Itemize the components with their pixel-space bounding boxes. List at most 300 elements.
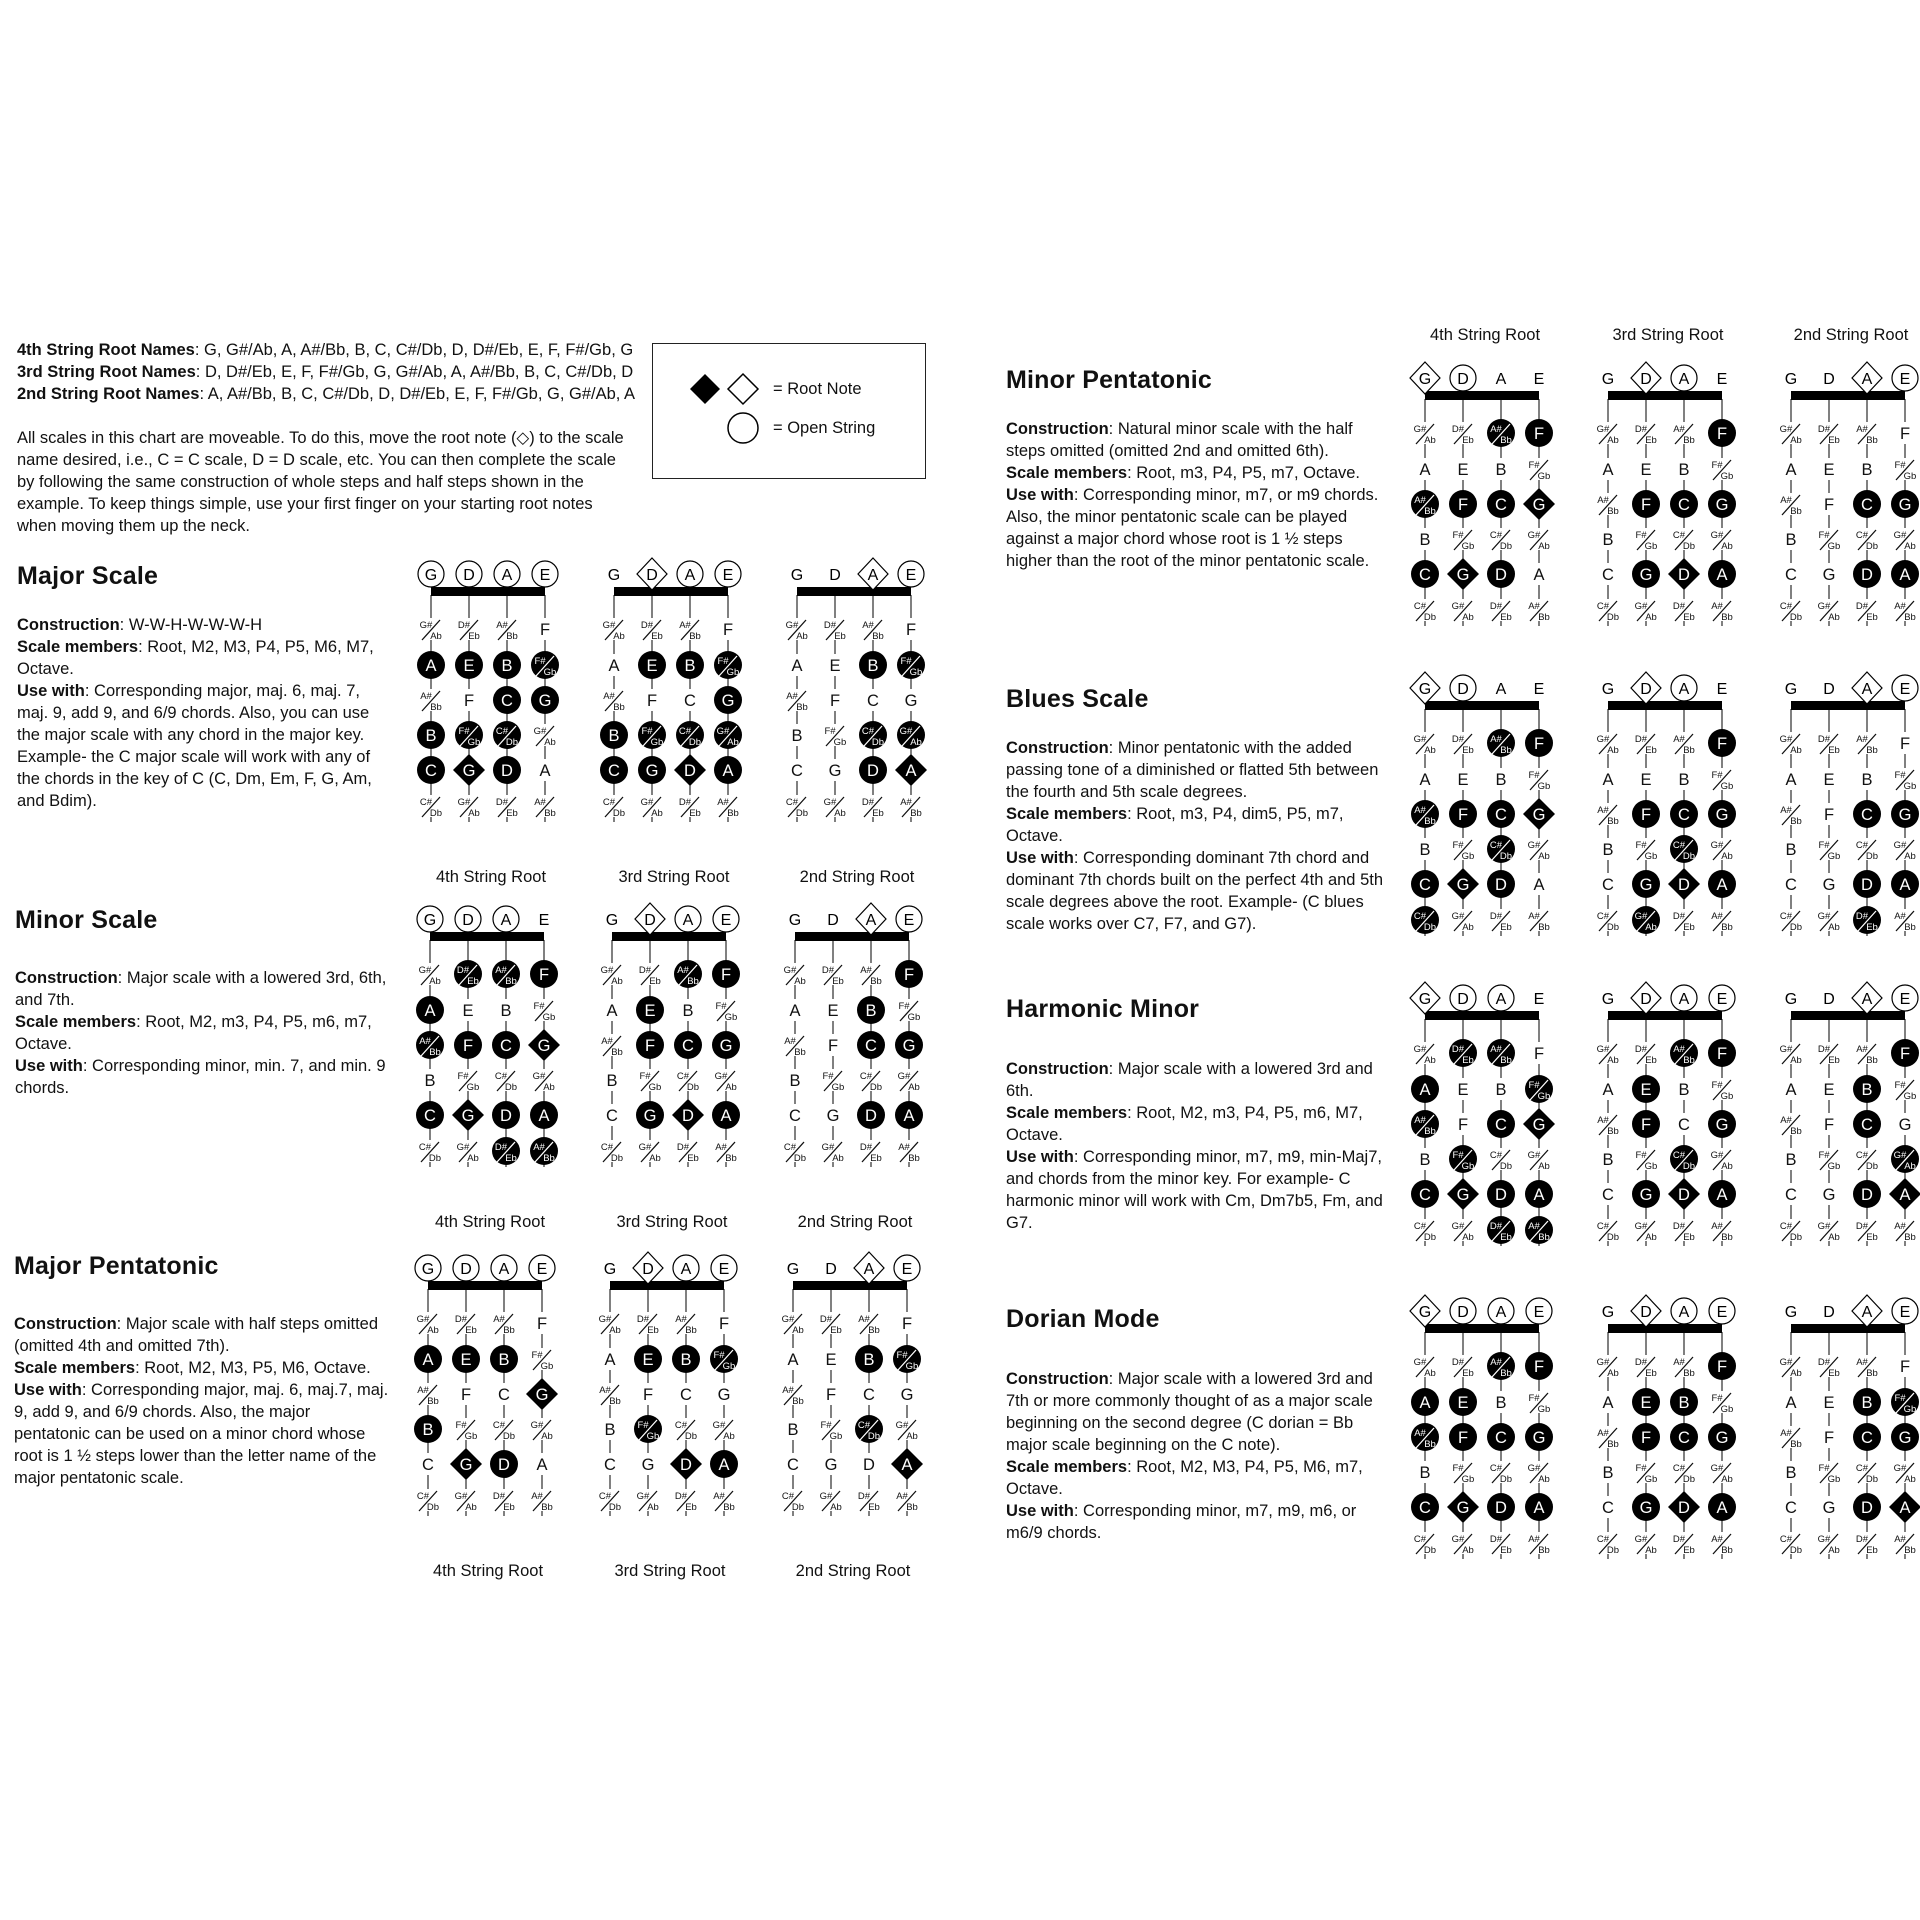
note-f4-s2-flat: Db xyxy=(686,1082,700,1093)
note-f2-s2-text: B xyxy=(1678,1081,1690,1099)
note-f6-s1-flat: Bb xyxy=(723,1502,735,1513)
open-G-label: G xyxy=(1601,991,1615,1008)
note-f4-s1-sharp: G# xyxy=(1893,840,1907,851)
open-D-label: D xyxy=(1640,371,1652,388)
note-f1-s2-sharp: A# xyxy=(495,965,507,976)
scale-title-dorian: Dorian Mode xyxy=(1006,1305,1160,1333)
note-f4-s3-sharp: F# xyxy=(1818,840,1830,851)
note-f1-s4-sharp: G# xyxy=(1596,734,1610,745)
note-f2-s3-text: E xyxy=(642,1351,654,1369)
note-f5-s4-text: C xyxy=(424,1107,436,1125)
open-A-label: A xyxy=(1495,371,1507,388)
note-f1-s2-sharp: A# xyxy=(493,1314,505,1325)
note-f6-s1-flat: Bb xyxy=(727,808,739,819)
diagram-minor-3rd xyxy=(594,903,750,1215)
note-f6-s2-flat: Eb xyxy=(503,1502,515,1513)
note-f2-s2-text: B xyxy=(684,657,696,675)
note-f2-s4-text: A xyxy=(1602,1081,1614,1099)
note-f4-s3-flat: Gb xyxy=(833,737,847,748)
note-f1-s1-text: F xyxy=(1533,425,1545,443)
open-E-label: E xyxy=(1533,371,1545,388)
note-f5-s3-text: G xyxy=(1639,566,1653,584)
open-G-label: G xyxy=(1784,1304,1798,1321)
open-G-label: G xyxy=(1418,371,1432,388)
note-f1-s3-sharp: D# xyxy=(636,1314,650,1325)
note-f1-s2-flat: Bb xyxy=(687,976,699,987)
note-f1-s4-sharp: G# xyxy=(1779,1357,1793,1368)
open-G-label: G xyxy=(1784,991,1798,1008)
note-f6-s3-flat: Ab xyxy=(1828,1545,1840,1556)
open-A-label: A xyxy=(1861,991,1873,1008)
note-f6-s2-flat: Eb xyxy=(1683,1545,1695,1556)
open-E-label: E xyxy=(905,567,917,584)
note-f5-s3-text: G xyxy=(641,1456,655,1474)
note-f1-s1-text: F xyxy=(1533,735,1545,753)
note-f4-s2-sharp: C# xyxy=(495,726,509,737)
note-f2-s2-text: B xyxy=(1495,771,1507,789)
note-f4-s1-flat: Ab xyxy=(908,1082,920,1093)
caption-major-2nd: 2nd String Root xyxy=(799,868,915,886)
note-f6-s1-flat: Bb xyxy=(908,1153,920,1164)
note-f1-s1-text: F xyxy=(539,621,551,639)
note-f1-s2-flat: Bb xyxy=(1500,1368,1512,1379)
note-f6-s3-sharp: G# xyxy=(1451,1534,1465,1545)
note-f6-s1-flat: Bb xyxy=(1721,1545,1733,1556)
note-f4-s2-flat: Db xyxy=(869,1082,883,1093)
note-f2-s3-text: E xyxy=(827,1002,839,1020)
note-f1-s2-flat: Bb xyxy=(868,1325,880,1336)
note-f6-s1-sharp: A# xyxy=(1528,601,1540,612)
scale-title-minor-pentatonic: Minor Pentatonic xyxy=(1006,366,1212,394)
root-note-filled-icon xyxy=(690,374,720,404)
note-f6-s2-flat: Eb xyxy=(1866,1232,1878,1243)
note-f2-s1-flat: Gb xyxy=(540,1361,554,1372)
note-f5-s4-text: C xyxy=(787,1456,799,1474)
note-f5-s3-text: G xyxy=(461,1107,475,1125)
note-f6-s2-sharp: D# xyxy=(859,1142,873,1153)
note-f1-s3-flat: Eb xyxy=(649,976,661,987)
note-f6-s2-flat: Eb xyxy=(1500,1232,1512,1243)
note-f1-s4-flat: Ab xyxy=(1424,435,1436,446)
note-f3-s3-text: F xyxy=(1457,1116,1469,1134)
note-f6-s1-sharp: A# xyxy=(896,1491,908,1502)
note-f4-s3-sharp: F# xyxy=(822,1071,834,1082)
note-f6-s3-sharp: G# xyxy=(640,797,654,808)
note-f4-s3-flat: Gb xyxy=(1644,1161,1658,1172)
nut-bar xyxy=(1791,391,1905,400)
note-f3-s1-text: G xyxy=(537,1037,551,1055)
note-f5-s2-text: D xyxy=(684,762,696,780)
note-f1-s1-text: F xyxy=(1899,1045,1911,1063)
diagram-harmonic-2nd xyxy=(1773,982,1920,1294)
note-f6-s4-flat: Db xyxy=(426,1502,440,1513)
note-f1-s1-text: F xyxy=(722,621,734,639)
note-f6-s2-flat: Eb xyxy=(1866,922,1878,933)
note-f6-s1-sharp: A# xyxy=(1894,601,1906,612)
note-f3-s2-text: C xyxy=(498,1386,510,1404)
intro-text: All scales in this chart are moveable. To do this, move the root note (◇) to the scale name desired, i.e., C = C scale, D = D scale, etc. You can then complete the scale by following the same construction of whole steps and half steps shown in the example. To keep things simple, use your first finger on your starting root notes when moving them up the neck. xyxy=(17,429,624,535)
note-f6-s3-flat: Ab xyxy=(647,1502,659,1513)
note-f4-s1-flat: Ab xyxy=(1538,1161,1550,1172)
caption-right-4th: 4th String Root xyxy=(1429,326,1541,344)
note-f4-s1-flat: Ab xyxy=(1538,1474,1550,1485)
note-f6-s4-sharp: C# xyxy=(781,1491,795,1502)
note-f6-s3-sharp: G# xyxy=(454,1491,468,1502)
note-f3-s1-text: G xyxy=(538,692,552,710)
note-f5-s3-text: G xyxy=(824,1456,838,1474)
note-f4-s4-text: B xyxy=(791,727,803,745)
open-A-label: A xyxy=(1495,681,1507,698)
note-f6-s3-sharp: G# xyxy=(638,1142,652,1153)
open-E-label: E xyxy=(722,567,734,584)
scale-title-harmonic-minor: Harmonic Minor xyxy=(1006,995,1200,1023)
note-f3-s4-sharp: A# xyxy=(1780,1428,1792,1439)
nut-bar xyxy=(1608,701,1722,710)
note-f3-s3-text: F xyxy=(1457,806,1469,824)
note-f1-s3-sharp: D# xyxy=(823,620,837,631)
note-f6-s3-flat: Ab xyxy=(1462,1545,1474,1556)
nut-bar xyxy=(610,1281,724,1290)
note-f2-s1-sharp: F# xyxy=(1528,460,1540,471)
note-f6-s1-sharp: A# xyxy=(898,1142,910,1153)
nut-bar xyxy=(614,587,728,596)
nut-bar xyxy=(1425,391,1539,400)
note-f5-s3-text: G xyxy=(828,762,842,780)
note-f2-s1-flat: Gb xyxy=(722,1361,736,1372)
note-f6-s4-flat: Db xyxy=(610,1153,624,1164)
note-f5-s1-text: A xyxy=(1899,1499,1911,1517)
note-f3-s1-text: G xyxy=(1715,1429,1729,1447)
open-D-label: D xyxy=(1457,681,1469,698)
note-f6-s4-sharp: C# xyxy=(783,1142,797,1153)
note-f5-s4-text: C xyxy=(1785,876,1797,894)
note-f1-s2-flat: Bb xyxy=(1866,745,1878,756)
open-E-label: E xyxy=(901,1261,913,1278)
note-f1-s2-sharp: A# xyxy=(858,1314,870,1325)
note-f4-s2-flat: Db xyxy=(504,1082,518,1093)
note-f6-s2-sharp: D# xyxy=(676,1142,690,1153)
note-f4-s1-sharp: G# xyxy=(532,1071,546,1082)
note-f4-s3-sharp: F# xyxy=(1818,1463,1830,1474)
note-f4-s1-sharp: G# xyxy=(1527,1463,1541,1474)
note-f4-s3-flat: Gb xyxy=(831,1082,845,1093)
note-f6-s4-flat: Db xyxy=(612,808,626,819)
note-f4-s1-flat: Ab xyxy=(1721,1474,1733,1485)
note-f6-s2-flat: Eb xyxy=(687,1153,699,1164)
note-f2-s3-text: E xyxy=(1823,1081,1835,1099)
note-f3-s1-text: G xyxy=(1715,496,1729,514)
note-f6-s3-sharp: G# xyxy=(1817,1221,1831,1232)
note-f4-s1-sharp: G# xyxy=(1527,1150,1541,1161)
note-f5-s4-text: C xyxy=(1602,1186,1614,1204)
note-f6-s3-flat: Ab xyxy=(465,1502,477,1513)
note-f4-s3-flat: Gb xyxy=(1827,541,1841,552)
note-f4-s3-sharp: F# xyxy=(1635,530,1647,541)
note-f1-s2-flat: Bb xyxy=(689,631,701,642)
note-f1-s3-flat: Eb xyxy=(1462,1368,1474,1379)
note-f4-s3-sharp: F# xyxy=(639,1071,651,1082)
note-f2-s3-text: E xyxy=(1640,1394,1652,1412)
note-f3-s3-text: F xyxy=(1823,496,1835,514)
note-f6-s4-flat: Db xyxy=(1606,612,1620,623)
note-f6-s2-flat: Eb xyxy=(506,808,518,819)
note-f3-s4-sharp: A# xyxy=(1414,1428,1426,1439)
open-D-label: D xyxy=(1823,1304,1835,1321)
nut-bar xyxy=(1608,1011,1722,1020)
note-f1-s3-flat: Eb xyxy=(1828,745,1840,756)
note-f1-s3-sharp: D# xyxy=(1817,1357,1831,1368)
note-f1-s3-sharp: D# xyxy=(819,1314,833,1325)
note-f1-s2-flat: Bb xyxy=(1683,435,1695,446)
note-f6-s4-flat: Db xyxy=(1606,1232,1620,1243)
caption-major-4th: 4th String Root xyxy=(435,868,547,886)
note-f5-s4-text: C xyxy=(608,762,620,780)
note-f4-s1-sharp: G# xyxy=(1893,1150,1907,1161)
open-D-label: D xyxy=(1640,1304,1652,1321)
note-f4-s1-sharp: G# xyxy=(899,726,913,737)
note-f1-s2-sharp: A# xyxy=(677,965,689,976)
note-f6-s1-sharp: A# xyxy=(1711,911,1723,922)
note-f5-s2-text: D xyxy=(1495,566,1507,584)
note-f5-s3-text: G xyxy=(1822,566,1836,584)
open-A-label: A xyxy=(680,1261,692,1278)
note-f2-s4-text: A xyxy=(1785,771,1797,789)
note-f2-s3-text: E xyxy=(463,657,475,675)
note-f1-s4-flat: Ab xyxy=(1607,1055,1619,1066)
note-f6-s3-flat: Ab xyxy=(1462,1232,1474,1243)
note-f5-s2-text: D xyxy=(1678,1186,1690,1204)
note-f4-s1-sharp: G# xyxy=(1710,530,1724,541)
note-f3-s1-text: G xyxy=(717,1386,731,1404)
note-f1-s3-flat: Eb xyxy=(830,1325,842,1336)
note-f4-s3-flat: Gb xyxy=(650,737,664,748)
note-f6-s2-flat: Eb xyxy=(1500,922,1512,933)
diagram-harmonic-3rd xyxy=(1590,982,1746,1294)
note-f2-s4-text: A xyxy=(425,657,437,675)
note-f2-s1-flat: Gb xyxy=(905,1361,919,1372)
note-f1-s4-sharp: G# xyxy=(1779,424,1793,435)
note-f2-s4-text: A xyxy=(1419,1081,1431,1099)
note-f3-s1-text: G xyxy=(1532,1116,1546,1134)
note-f4-s4-text: B xyxy=(1419,1151,1431,1169)
note-f5-s2-text: D xyxy=(865,1107,877,1125)
open-A-label: A xyxy=(1495,991,1507,1008)
note-f4-s3-sharp: F# xyxy=(1452,840,1464,851)
scale-desc-harmonic-minor: Construction: Major scale with a lowered 3rd and 6th. Scale members: Root, M2, m3, P4, P5, m6, M7, Octave. Use with: Corresponding minor, m7, m9, min-Maj7, and chords from the minor key. For example- C harmonic minor will work with Cm, Dm7b5, Fm, and G7. xyxy=(1006,1060,1383,1232)
note-f4-s2-flat: Db xyxy=(1865,1161,1879,1172)
note-f6-s4-sharp: C# xyxy=(418,1142,432,1153)
note-f2-s1-sharp: F# xyxy=(531,1350,543,1361)
note-f1-s4-sharp: G# xyxy=(602,620,616,631)
note-f3-s4-flat: Bb xyxy=(1424,1439,1436,1450)
note-f3-s3-text: F xyxy=(1457,1429,1469,1447)
note-f4-s1-sharp: G# xyxy=(1527,530,1541,541)
note-f4-s1-flat: Ab xyxy=(1721,1161,1733,1172)
note-f4-s1-sharp: G# xyxy=(1893,1463,1907,1474)
note-f4-s2-flat: Db xyxy=(502,1431,516,1442)
note-f6-s1-flat: Bb xyxy=(1904,1232,1916,1243)
note-f6-s2-sharp: D# xyxy=(494,1142,508,1153)
note-f2-s1-sharp: F# xyxy=(1528,1080,1540,1091)
note-f4-s2-flat: Db xyxy=(871,737,885,748)
note-f5-s3-text: G xyxy=(1822,1499,1836,1517)
note-f3-s4-flat: Bb xyxy=(1424,816,1436,827)
note-f6-s1-sharp: A# xyxy=(534,797,546,808)
diagram-majpent-4th xyxy=(410,1252,566,1564)
note-f6-s4-sharp: C# xyxy=(785,797,799,808)
scale-desc-major-pentatonic: Construction: Major scale with half steps omitted (omitted 4th and omitted 7th). Scale members: Root, M2, M3, P5, M6, Octave. Use with: Corresponding major, maj. 6, maj.7, maj. 9, add 9, and 6/9 chords. Also, the major pentatonic can be used on a minor chord whose root is 1 ½ steps lower than the letter name of the major pentatonic scale. xyxy=(14,1315,389,1487)
open-G-label: G xyxy=(1601,681,1615,698)
note-f2-s1-sharp: F# xyxy=(898,1001,910,1012)
note-f6-s4-sharp: C# xyxy=(600,1142,614,1153)
note-f5-s1-text: A xyxy=(903,1107,915,1125)
caption-majpent-3rd: 3rd String Root xyxy=(614,1562,726,1580)
note-f6-s1-flat: Bb xyxy=(1904,1545,1916,1556)
note-f2-s2-text: B xyxy=(1861,1394,1873,1412)
note-f3-s4-sharp: A# xyxy=(1414,805,1426,816)
note-f1-s4-flat: Ab xyxy=(430,631,442,642)
note-f1-s4-flat: Ab xyxy=(1790,1055,1802,1066)
note-f6-s4-flat: Db xyxy=(608,1502,622,1513)
note-f4-s4-text: B xyxy=(1785,1151,1797,1169)
open-A-label: A xyxy=(1861,1304,1873,1321)
note-f6-s4-sharp: C# xyxy=(1413,1221,1427,1232)
note-f1-s1-text: F xyxy=(1899,425,1911,443)
note-f2-s1-sharp: F# xyxy=(900,656,912,667)
note-f4-s2-sharp: C# xyxy=(1855,840,1869,851)
note-f3-s4-sharp: A# xyxy=(1597,1115,1609,1126)
caption-minor-4th: 4th String Root xyxy=(434,1213,546,1231)
scale-title-minor: Minor Scale xyxy=(15,906,158,934)
note-f6-s4-sharp: C# xyxy=(1779,911,1793,922)
scale-desc-dorian: Construction: Major scale with a lowered 3rd and 7th or more commonly thought of as a major scale beginning on the second degree (C dorian = Bb major scale beginning on the C note). Scale members: Root, M2, M3, P4, P5, M6, m7, Octave. Use with: Corresponding minor, m7, m9, m6, or m6/9 chords. xyxy=(1006,1370,1373,1542)
note-f4-s2-flat: Db xyxy=(1682,541,1696,552)
note-f5-s3-text: G xyxy=(1456,876,1470,894)
note-f1-s3-flat: Eb xyxy=(1462,435,1474,446)
note-f5-s2-text: D xyxy=(1678,876,1690,894)
note-f6-s1-sharp: A# xyxy=(1528,1534,1540,1545)
note-f6-s4-flat: Db xyxy=(793,1153,807,1164)
caption-majpent-2nd: 2nd String Root xyxy=(795,1562,911,1580)
open-G-label: G xyxy=(1418,991,1432,1008)
note-f1-s3-sharp: D# xyxy=(1451,1044,1465,1055)
note-f2-s4-text: A xyxy=(1419,771,1431,789)
note-f5-s4-text: C xyxy=(1785,1186,1797,1204)
note-f3-s4-sharp: A# xyxy=(1780,805,1792,816)
note-f2-s4-text: A xyxy=(789,1002,801,1020)
note-f6-s3-sharp: G# xyxy=(823,797,837,808)
note-f5-s2-text: D xyxy=(863,1456,875,1474)
note-f2-s1-flat: Gb xyxy=(1903,781,1917,792)
note-f2-s1-flat: Gb xyxy=(726,667,740,678)
note-f6-s1-flat: Bb xyxy=(1904,922,1916,933)
note-f6-s2-sharp: D# xyxy=(674,1491,688,1502)
note-f4-s3-sharp: F# xyxy=(1452,530,1464,541)
note-f1-s4-sharp: G# xyxy=(416,1314,430,1325)
open-A-label: A xyxy=(863,1261,875,1278)
note-f2-s2-text: B xyxy=(1495,1394,1507,1412)
note-f1-s2-flat: Bb xyxy=(505,976,517,987)
note-f3-s2-text: C xyxy=(1678,1116,1690,1134)
nut-bar xyxy=(1425,1324,1539,1333)
note-f2-s3-text: E xyxy=(460,1351,472,1369)
note-f1-s1-text: F xyxy=(1533,1358,1545,1376)
note-f1-s3-sharp: D# xyxy=(456,965,470,976)
note-f6-s4-sharp: C# xyxy=(419,797,433,808)
note-f1-s2-flat: Bb xyxy=(1683,1368,1695,1379)
note-f1-s3-flat: Eb xyxy=(1828,435,1840,446)
note-f2-s1-sharp: F# xyxy=(1711,1080,1723,1091)
open-G-label: G xyxy=(605,912,619,929)
note-f1-s2-flat: Bb xyxy=(1866,435,1878,446)
note-f6-s2-sharp: D# xyxy=(1672,1534,1686,1545)
open-A-label: A xyxy=(865,912,877,929)
note-f5-s4-text: C xyxy=(1602,566,1614,584)
note-f3-s2-text: C xyxy=(1861,1429,1873,1447)
note-f6-s2-sharp: D# xyxy=(1672,911,1686,922)
note-f3-s4-flat: Bb xyxy=(609,1396,621,1407)
open-A-label: A xyxy=(1861,371,1873,388)
note-f3-s4-flat: Bb xyxy=(1790,816,1802,827)
note-f2-s1-flat: Gb xyxy=(909,667,923,678)
open-D-label: D xyxy=(1457,371,1469,388)
note-f4-s1-flat: Ab xyxy=(1721,851,1733,862)
scale-desc-major: Construction: W-W-H-W-W-W-H Scale members: Root, M2, M3, P4, P5, M6, M7, Octave. Use with: Corresponding major, maj. 6, maj. 7, maj. 9, add 9, and 6/9 chords. Also, you can use the major scale with any chord in the major key. Example- the C major scale will work with any of the chords in the key of C (C, Dm, Em, F, G, Am, and Bdim). xyxy=(17,616,374,810)
note-f2-s4-text: A xyxy=(604,1351,616,1369)
note-f6-s2-flat: Eb xyxy=(689,808,701,819)
note-f3-s3-text: F xyxy=(1457,496,1469,514)
note-f4-s3-sharp: F# xyxy=(824,726,836,737)
open-G-label: G xyxy=(603,1261,617,1278)
note-f3-s4-flat: Bb xyxy=(429,1047,441,1058)
note-f4-s3-flat: Gb xyxy=(1827,851,1841,862)
note-f3-s3-text: F xyxy=(825,1386,837,1404)
note-f2-s3-text: E xyxy=(1457,1081,1469,1099)
note-f4-s4-text: B xyxy=(1602,1464,1614,1482)
note-f1-s4-flat: Ab xyxy=(611,976,623,987)
note-f3-s4-sharp: A# xyxy=(1597,495,1609,506)
note-f1-s4-sharp: G# xyxy=(1779,1044,1793,1055)
diagram-minpent-2nd xyxy=(1773,362,1920,674)
note-f4-s4-text: B xyxy=(424,1072,436,1090)
open-D-label: D xyxy=(1640,991,1652,1008)
note-f4-s2-flat: Db xyxy=(1499,851,1513,862)
note-f2-s1-flat: Gb xyxy=(907,1012,921,1023)
note-f6-s4-sharp: C# xyxy=(1596,1221,1610,1232)
note-f5-s3-text: G xyxy=(826,1107,840,1125)
note-f6-s2-flat: Eb xyxy=(872,808,884,819)
note-f6-s4-flat: Db xyxy=(791,1502,805,1513)
note-f4-s1-flat: Ab xyxy=(910,737,922,748)
note-f3-s1-text: G xyxy=(1532,496,1546,514)
note-f6-s1-sharp: A# xyxy=(715,1142,727,1153)
note-f4-s4-text: B xyxy=(608,727,620,745)
caption-right-2nd: 2nd String Root xyxy=(1793,326,1909,344)
note-f4-s2-sharp: C# xyxy=(494,1071,508,1082)
diagram-minor-2nd xyxy=(777,903,933,1215)
note-f4-s3-flat: Gb xyxy=(1827,1161,1841,1172)
open-E-label: E xyxy=(1899,991,1911,1008)
note-f2-s1-sharp: F# xyxy=(1711,460,1723,471)
note-f6-s4-flat: Db xyxy=(428,1153,442,1164)
note-f2-s1-sharp: F# xyxy=(1711,1393,1723,1404)
caption-right-3rd: 3rd String Root xyxy=(1612,326,1724,344)
note-f6-s2-sharp: D# xyxy=(1489,1221,1503,1232)
nut-bar xyxy=(1608,1324,1722,1333)
note-f4-s3-sharp: F# xyxy=(455,1420,467,1431)
note-f3-s3-text: F xyxy=(1823,806,1835,824)
note-f2-s3-text: E xyxy=(646,657,658,675)
